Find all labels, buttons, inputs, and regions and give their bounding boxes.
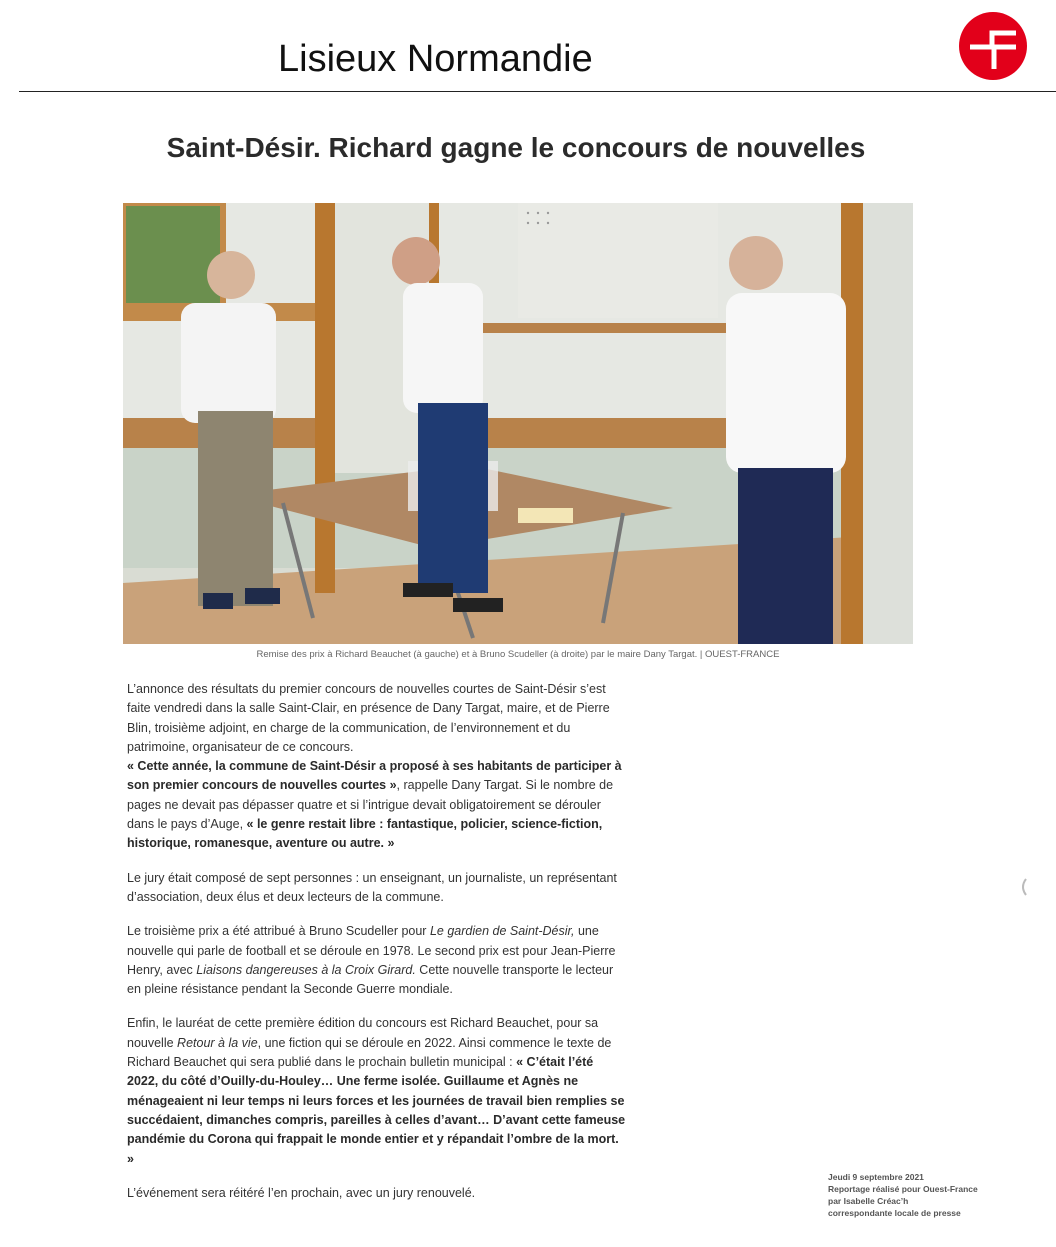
- p1-quote-2: « le genre restait libre : fantastique, policier, science-fiction, historique, romanesque, aventure ou autre. »: [127, 817, 603, 851]
- article-body: [127, 680, 627, 1218]
- p1-text: L’annonce des résultats du premier concours de nouvelles courtes de Saint-Désir s’est faite vendredi dans la salle Saint-Clair, en présence de Dany Targat, maire, et de Pierre Blin, troisième adjoint, en charge de la communication, de l’environnement et du patrimoine, organisateur de ce concours.: [127, 682, 610, 754]
- masthead: Lisieux Normandie: [278, 38, 593, 80]
- p4-b: , une fiction qui se déroule en 2022. Ainsi commence le texte de Richard Beauchet qui sera publié dans le prochain bulletin municipal :: [127, 1035, 612, 1070]
- signature-line-3: correspondante locale de presse: [828, 1208, 961, 1218]
- p3-a: Le troisième prix a été attribué à Bruno Scudeller pour: [127, 924, 430, 939]
- ouest-france-logo-icon: [958, 11, 1028, 81]
- paragraph-2: Le jury était composé de sept personnes : un enseignant, un journaliste, un représentant d’association, deux élus et deux lecteurs de la commune.: [127, 870, 617, 904]
- paragraph-3: [127, 922, 627, 999]
- article-title: Saint-Désir. Richard gagne le concours de nouvelles: [166, 132, 866, 163]
- edge-artifact-icon: [1018, 878, 1028, 896]
- p1-middle: , rappelle Dany Targat. Si le nombre de pages ne devait pas dépasser quatre et si l’intrigue devait obligatoirement se dérouler dans le pays d’Auge,: [127, 778, 614, 832]
- signature-date: Jeudi 9 septembre 2021: [828, 1172, 924, 1182]
- signature-line-2: par Isabelle Créac’h: [828, 1196, 909, 1206]
- signature-block: [828, 1171, 1028, 1219]
- p4-quote: « C’était l’été 2022, du côté d’Ouilly-du-Houley… Une ferme isolée. Guillaume et Agnès ne ménageaient ni leur temps ni leurs forces et les journées de travail bien remplies se succédaient, dimanches compris, pareilles à celles d’avant… D’avant cette fameuse pandémie du Corona qui frappait le monde entier et y répandait l’ombre de la mort. »: [127, 1055, 626, 1166]
- p3-title-1: Le gardien de Saint-Désir,: [429, 924, 575, 939]
- p1-quote-1: « Cette année, la commune de Saint-Désir a proposé à ses habitants de participer à son premier concours de nouvelles courtes »: [127, 759, 622, 793]
- photo-caption: Remise des prix à Richard Beauchet (à gauche) et à Bruno Scudeller (à droite) par le maire Dany Targat. | OUEST-FRANCE: [256, 649, 780, 660]
- header-divider: [19, 91, 1056, 92]
- p3-title-2: Liaisons dangereuses à la Croix Girard.: [196, 962, 416, 977]
- paragraph-1: [127, 680, 627, 854]
- article-photo: [123, 203, 913, 644]
- p3-b: une nouvelle qui parle de football et se déroule en 1978. Le second prix est pour Jean-Pierre Henry, avec: [127, 924, 616, 977]
- p4-a: Enfin, le lauréat de cette première édition du concours est Richard Beauchet, pour sa nouvelle: [127, 1016, 599, 1050]
- p3-c: Cette nouvelle transporte le lecteur en pleine résistance pendant la Seconde Guerre mondiale.: [127, 962, 614, 997]
- paragraph-4: [127, 1014, 627, 1168]
- p4-title: Retour à la vie: [177, 1035, 258, 1050]
- signature-line-1: Reportage réalisé pour Ouest-France: [828, 1184, 978, 1194]
- paragraph-5: L’événement sera réitéré l’en prochain, avec un jury renouvelé.: [127, 1185, 476, 1200]
